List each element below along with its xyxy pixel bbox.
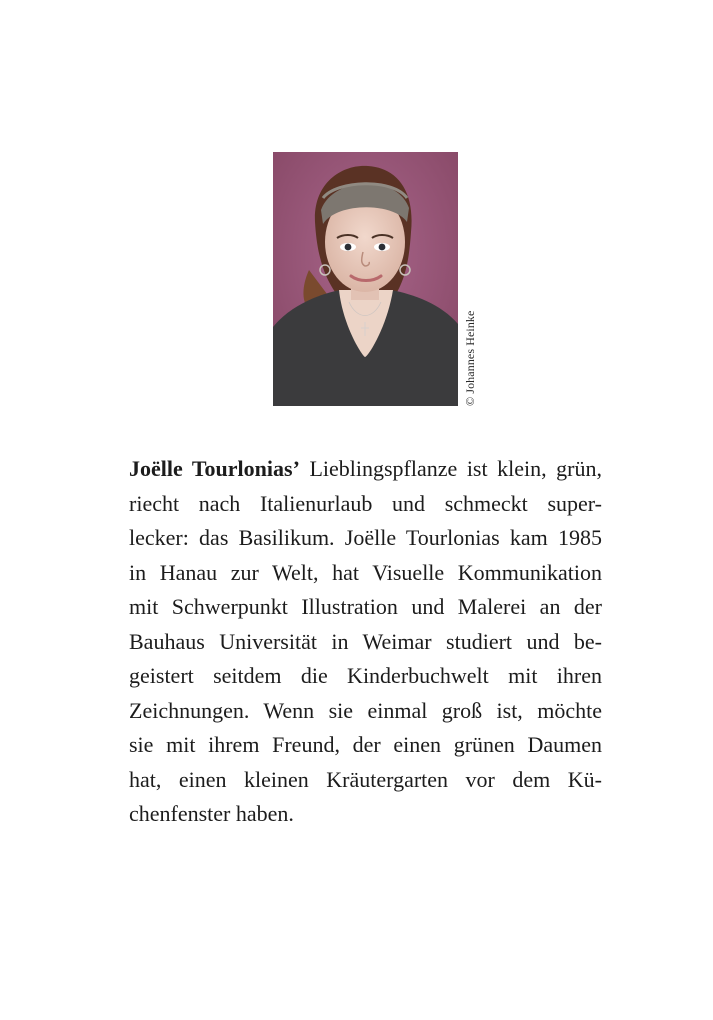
bio-line: hat, einen kleinen Kräutergarten vor dem Kü- xyxy=(129,766,602,792)
author-portrait-photo xyxy=(273,152,458,406)
author-name: Joëlle Tourlonias’ xyxy=(129,456,300,481)
photo-credit: © Johannes Heinke xyxy=(463,310,477,406)
author-bio-paragraph xyxy=(129,452,602,832)
portrait-illustration xyxy=(273,152,458,406)
bio-line: chenfenster haben. xyxy=(129,801,294,826)
bio-line: mit Schwerpunkt Illustration und Malerei an der xyxy=(129,594,602,619)
bio-line: Zeichnungen. Wenn sie einmal groß ist, möchte xyxy=(129,697,602,723)
bio-line: lecker: das Basilikum. Joëlle Tourlonias kam 1985 xyxy=(129,525,602,550)
bio-line: geistert seitdem die Kinderbuchwelt mit ihren xyxy=(129,663,602,688)
bio-line: Bauhaus Universität in Weimar studiert und be- xyxy=(129,628,602,654)
bio-line: sie mit ihrem Freund, der einen grünen Daumen xyxy=(129,732,602,757)
bio-line: in Hanau zur Welt, hat Visuelle Kommunikation xyxy=(129,559,602,585)
bio-line: riecht nach Italienurlaub und schmeckt super- xyxy=(129,490,602,516)
bio-line: Joëlle Tourlonias’ Lieblingspflanze ist klein, grün, xyxy=(129,456,603,481)
